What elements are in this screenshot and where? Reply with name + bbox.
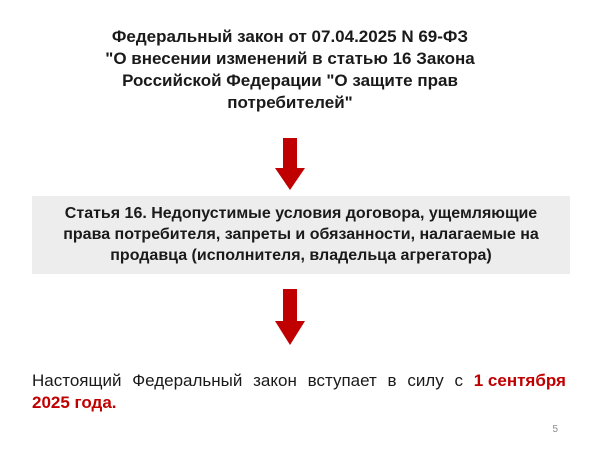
effective-date-highlight: 1 сентября (473, 371, 566, 390)
effective-date-highlight: 2025 года. (32, 393, 117, 412)
effective-word: силу (407, 371, 444, 390)
article-line: продавца (исполнителя, владельца агрегатора) (110, 247, 492, 264)
effective-date-text (32, 370, 566, 414)
effective-word: Федеральный (132, 371, 243, 390)
down-arrow-icon (275, 289, 305, 345)
law-title-line: Российской Федерации "О защите прав (122, 71, 458, 90)
page-number: 5 (552, 424, 558, 435)
law-title-line: "О внесении изменений в статью 16 Закона (105, 49, 475, 68)
law-title-line: потребителей" (227, 93, 353, 112)
effective-word: с (454, 371, 463, 390)
effective-word: в (387, 371, 397, 390)
effective-text-line (32, 392, 566, 414)
effective-text-line (32, 370, 566, 392)
article-line: Статья 16. Недопустимые условия договора, ущемляющие (64, 205, 538, 222)
effective-word: вступает (307, 371, 377, 390)
effective-word: закон (253, 371, 297, 390)
law-title (60, 26, 520, 114)
article-line: права потребителя, запреты и обязанности, налагаемые на (63, 226, 539, 243)
law-title-line: Федеральный закон от 07.04.2025 N 69-ФЗ (111, 27, 469, 46)
down-arrow-icon (275, 138, 305, 190)
effective-word: Настоящий (32, 371, 122, 390)
article-box (32, 196, 570, 274)
